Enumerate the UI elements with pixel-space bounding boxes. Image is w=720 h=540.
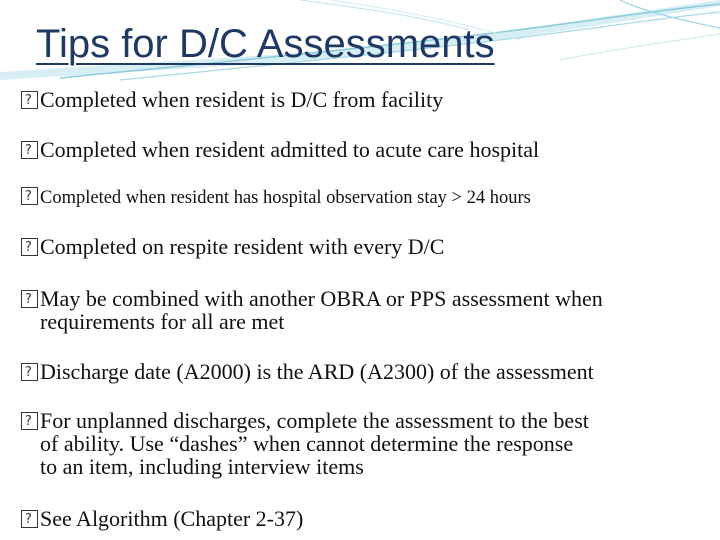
missing-glyph-box-icon [21,187,38,205]
list-item: ?Completed on respite resident with every D/C [21,235,711,258]
missing-glyph-box-icon [21,290,38,308]
list-item: ?See Algorithm (Chapter 2-37) [21,507,711,530]
missing-glyph-box-icon [21,363,38,381]
list-item: ?Completed when resident has hospital observation stay > 24 hours [21,187,711,210]
missing-glyph-box-icon [21,238,38,256]
slide-title: Tips for D/C Assessments [36,22,495,66]
missing-glyph-box-icon [21,91,38,109]
list-item: ?Discharge date (A2000) is the ARD (A2300) of the assessment [21,360,711,383]
list-item: ?For unplanned discharges, complete the assessment to the best of ability. Use “dashes” when cannot determine the response to an item, including interview items [21,409,711,478]
list-item: ?May be combined with another OBRA or PPS assessment when requirements for all are met [21,287,711,333]
list-item: ?Completed when resident is D/C from facility [21,88,711,111]
list-item: ?Completed when resident admitted to acute care hospital [21,138,711,161]
missing-glyph-box-icon [21,412,38,430]
missing-glyph-box-icon [21,141,38,159]
missing-glyph-box-icon [21,510,38,528]
